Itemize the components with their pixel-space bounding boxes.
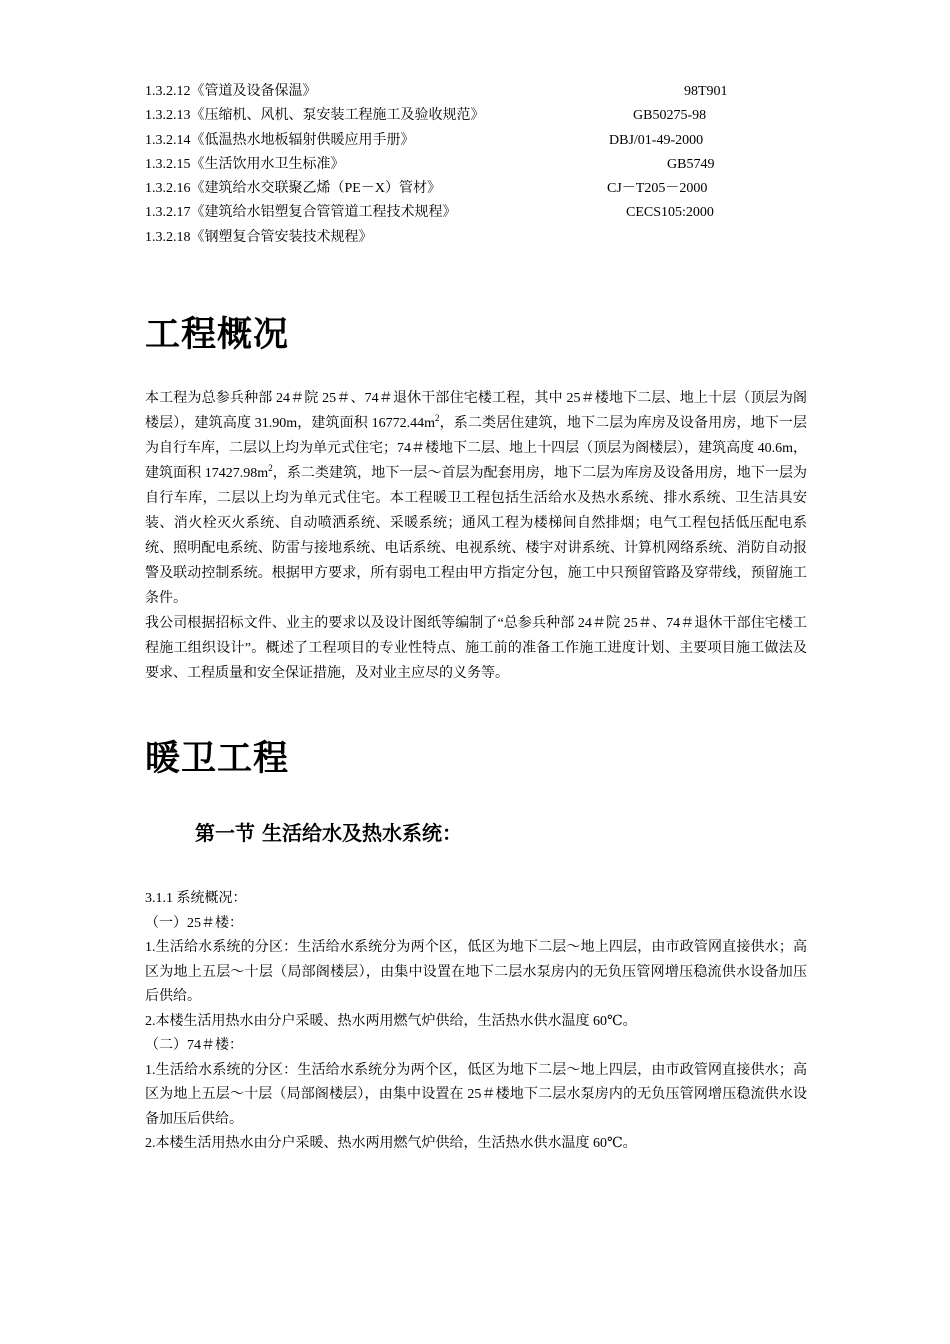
overview-text-part: ，系二类居住建筑，地下二层为库房及设备用房，地下一层为自行车库，二层以上均为单元式住宅；74＃楼地下二层、地上十四层（顶层为阁楼层），建筑高度 40.6m，建筑面积 17427.98m xyxy=(145,416,808,482)
system-line: 2.本楼生活用热水由分户采暖、热水两用燃气炉供给，生活热水供水温度 60℃。 xyxy=(145,1013,637,1029)
reference-code: GB50275-98 xyxy=(633,108,707,124)
reference-code: DBJ/01-49-2000 xyxy=(609,132,704,148)
reference-item xyxy=(145,177,807,201)
reference-list xyxy=(145,80,807,250)
document-page xyxy=(145,80,807,1157)
overview-text-part: 本工程为总参兵种部 24＃院 25＃、74＃退休干部住宅楼工程，其中 25＃楼地下二层、地上十层（顶层为阁楼层），建筑高度 31.90m，建筑面积 16772.44m xyxy=(145,391,807,432)
overview-heading: 工程概况 xyxy=(145,315,290,356)
reference-id: 1.3.2.17 xyxy=(145,205,191,221)
reference-id: 1.3.2.15 xyxy=(145,156,191,172)
system-line: 3.1.1 系统概况： xyxy=(145,891,247,907)
reference-title: 《钢塑复合管安装技术规程》 xyxy=(190,229,373,245)
reference-code: GB5749 xyxy=(667,156,715,172)
overview-paragraph xyxy=(145,386,807,611)
reference-id: 1.3.2.18 xyxy=(145,229,191,245)
reference-title: 《生活饮用水卫生标准》 xyxy=(190,156,345,172)
system-overview xyxy=(145,887,807,1157)
reference-id: 1.3.2.16 xyxy=(145,181,191,197)
system-line: 2.本楼生活用热水由分户采暖、热水两用燃气炉供给，生活热水供水温度 60℃。 xyxy=(145,1136,637,1152)
section-title: 第一节 生活给水及热水系统： xyxy=(195,821,462,846)
reference-title: 《低温热水地板辐射供暖应用手册》 xyxy=(190,132,415,148)
overview-text-part: ，系二类建筑，地下一层～首层为配套用房，地下二层为库房及设备用房，地下一层为自行车库，二层以上均为单元式住宅。本工程暖卫工程包括生活给水及热水系统、排水系统、卫生洁具安装、消火栓灭火系统、自动喷洒系统、采暖系统；通风工程为楼梯间自然排烟；电气工程包括低压配电系统、照明配电系统、防雷与接地系统、电话系统、电视系统、楼宇对讲系统、计算机网络系统、消防自动报警及联动控制系统。根据甲方要求，所有弱电工程由甲方指定分包，施工中只预留管路及穿带线，预留施工条件。 xyxy=(145,466,808,607)
system-line: 1.生活给水系统的分区：生活给水系统分为两个区，低区为地下二层～地上四层，由市政管网直接供水；高区为地上五层～十层（局部阁楼层），由集中设置在地下二层水泵房内的无负压管网增压稳流供水设备加压后供给。 xyxy=(145,940,807,1005)
reference-item xyxy=(145,201,807,225)
reference-id: 1.3.2.14 xyxy=(145,132,191,148)
superscript: 2 xyxy=(268,463,273,474)
reference-item xyxy=(145,104,807,128)
reference-title: 《建筑给水铝塑复合管管道工程技术规程》 xyxy=(190,205,457,221)
superscript: 2 xyxy=(434,413,440,424)
overview-paragraph: 我公司根据招标文件、业主的要求以及设计图纸等编制了“总参兵种部 24＃院 25＃、74＃退休干部住宅楼工程施工组织设计”。概述了工程项目的专业性特点、施工前的准备工作施工进度计划、主要项目施工做法及要求、工程质量和安全保证措施，及对业主应尽的义务等。 xyxy=(145,616,807,682)
reference-code: CECS105:2000 xyxy=(626,205,714,221)
system-line: 1.生活给水系统的分区：生活给水系统分为两个区，低区为地下二层～地上四层，由市政管网直接供水；高区为地上五层～十层（局部阁楼层），由集中设置在 25＃楼地下二层水泵房内的无负压管网增压稳流供水设备加压后供给。 xyxy=(145,1062,807,1127)
reference-item xyxy=(145,153,807,177)
reference-item xyxy=(145,80,807,104)
hvac-heading: 暖卫工程 xyxy=(145,739,290,780)
system-line: （二）74＃楼： xyxy=(145,1038,243,1054)
reference-id: 1.3.2.12 xyxy=(145,84,191,99)
reference-title: 《压缩机、风机、泵安装工程施工及验收规范》 xyxy=(190,108,485,124)
reference-id: 1.3.2.13 xyxy=(145,108,191,124)
reference-code: CJ－T205－2000 xyxy=(607,181,708,197)
overview-body xyxy=(145,386,807,686)
reference-title: 《建筑给水交联聚乙烯（PE－X）管材》 xyxy=(190,181,441,197)
reference-title: 《管道及设备保温》 xyxy=(190,84,317,99)
reference-item xyxy=(145,226,807,250)
system-line: （一）25＃楼： xyxy=(145,915,243,931)
reference-code: 98T901 xyxy=(684,84,728,99)
reference-item xyxy=(145,129,807,153)
